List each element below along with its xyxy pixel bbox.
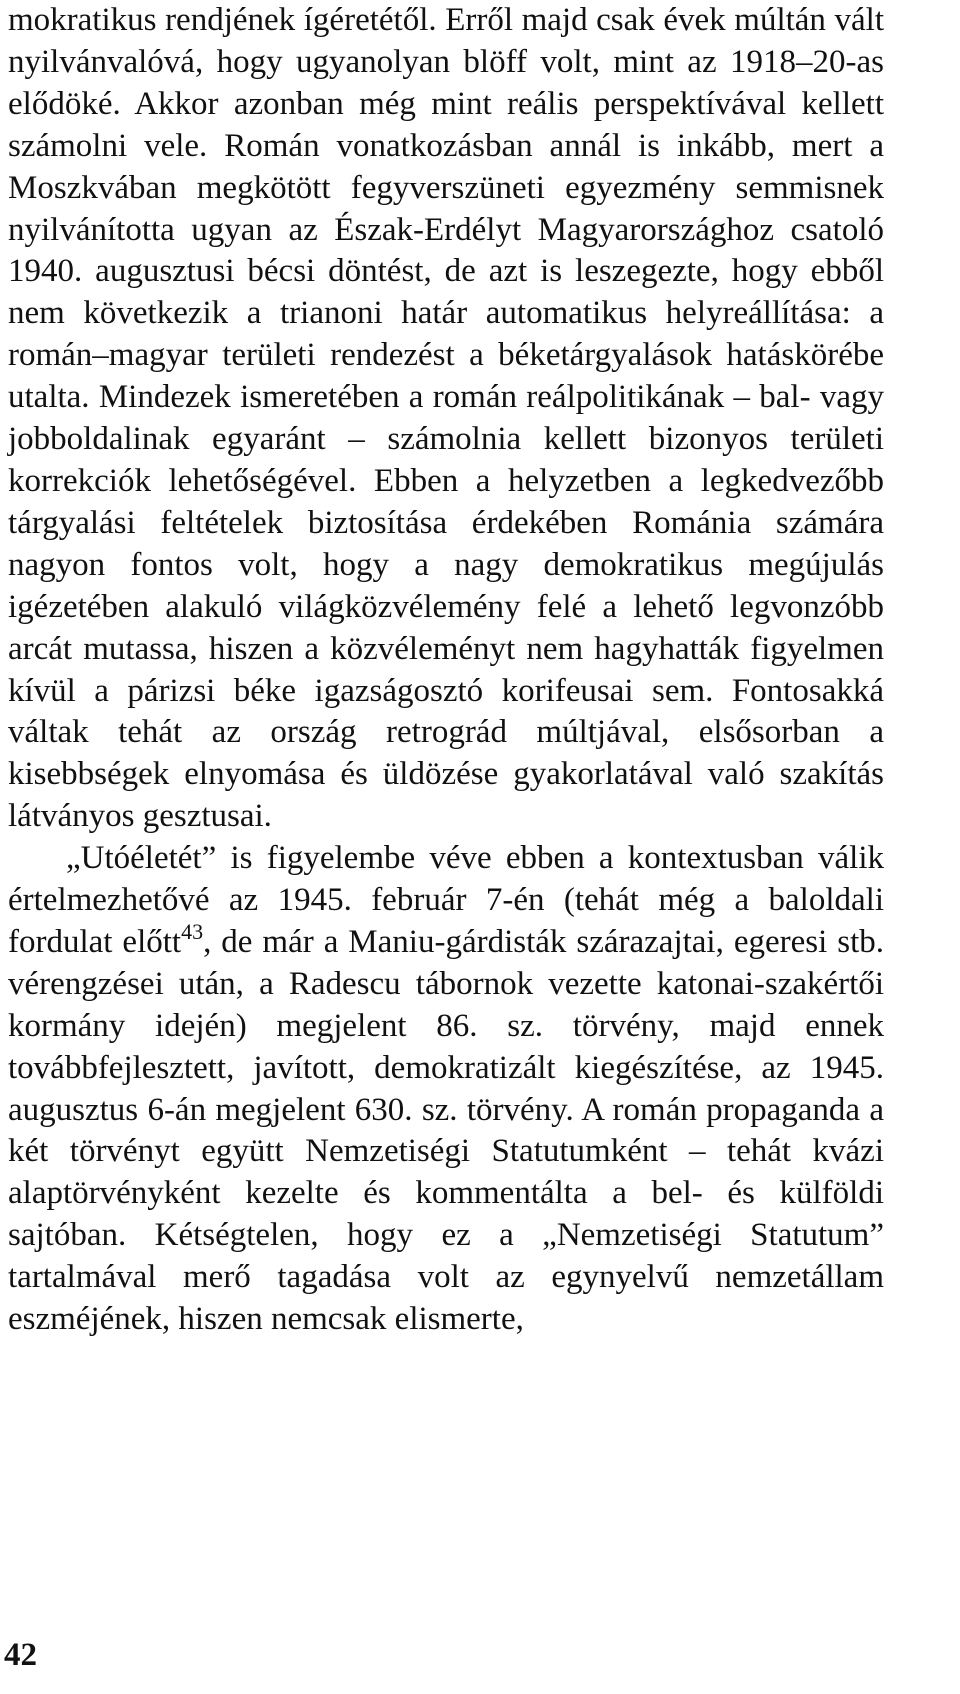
paragraph-1-text: mokratikus rendjének ígéretétől. Erről majd csak évek múltán vált nyilvánvalóvá, hogy ugyanolyan blöff volt, mint az 1918–20-as elődöké. Akkor azonban még mint reális perspektívával kellett számolni vele. Román vonatkozásban annál is inkább, mert a Moszkvában megkötött fegyverszüneti egyezmény semmisnek nyilvánította ugyan az Észak-Erdélyt Magyarországhoz csatoló 1940. augusztusi bécsi döntést, de azt is leszegezte, hogy ebből nem következik a trianoni határ automatikus helyreállítása: a román–magyar területi rendezést a béketárgyalások hatáskörébe utalta. Mindezek ismeretében a román reálpolitikának – bal- vagy jobboldalinak egyaránt – számolnia kellett bizonyos területi korrekciók lehetőségével. Ebben a helyzetben a legkedvezőbb tárgyalási feltételek biztosítása érdekében Románia számára nagyon fontos volt, hogy a nagy demokratikus megújulás igézetében alakuló világközvélemény felé a lehető legvonzóbb arcát mutassa, hiszen a közvéleményt nem hagyhatták figyelmen kívül a párizsi béke igazságosztó korifeusai sem. Fontosakká váltak tehát az ország retrográd múltjával, elsősorban a kisebbségek elnyomása és üldözése gyakorlatával való szakítás látványos gesztusai.	[8, 2, 884, 835]
paragraph-2-text-start: „Utóéletét” is figyelembe véve ebben a kontextusban válik értelmezhetővé az 1945. február 7-én (tehát még a baloldali fordulat előtt	[8, 840, 884, 960]
body-paragraph-1	[8, 0, 884, 838]
footnote-reference[interactable]: 43	[181, 918, 204, 944]
body-paragraph-2	[8, 838, 884, 1341]
paragraph-2-text-end: , de már a Maniu-gárdisták szárazajtai, egeresi stb. vérengzései után, a Radescu tábornok vezette katonai-szakértői kormány idején) megjelent 86. sz. törvény, majd ennek továbbfejlesztett, javított, demokratizált kiegészítése, az 1945. augusztus 6-án megjelent 630. sz. törvény. A román propaganda a két törvényt együtt Nemzetiségi Statutumként – tehát kvázi alaptörvényként kezelte és kommentálta a bel- és külföldi sajtóban. Kétségtelen, hogy ez a „Nemzetiségi Statutum” tartalmával merő tagadása volt az egynyelvű nemzetállam eszméjének, hiszen nemcsak elismerte,	[8, 923, 884, 1338]
document-body	[8, 0, 884, 1341]
page-number: 42	[4, 1637, 37, 1673]
